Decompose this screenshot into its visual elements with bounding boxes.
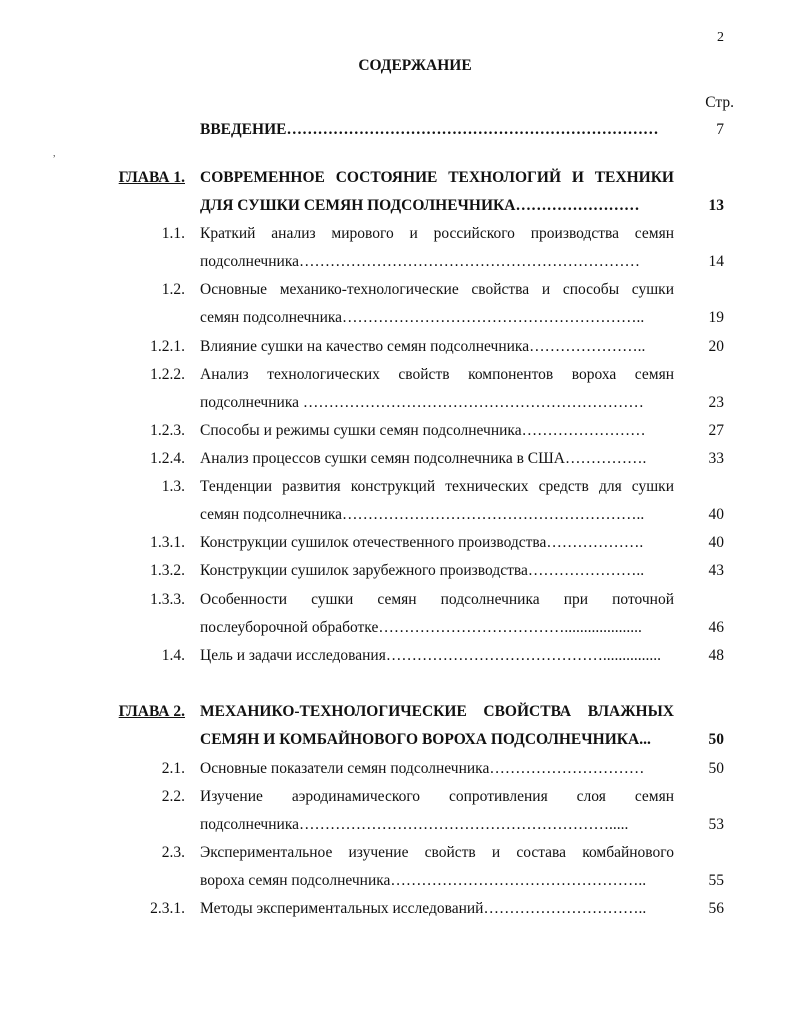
- toc-entry-text: МЕХАНИКО-ТЕХНОЛОГИЧЕСКИЕ СВОЙСТВА ВЛАЖНЫХ: [200, 703, 674, 720]
- toc-entry-page: 55: [708, 872, 724, 889]
- toc-entry-number: 1.2.1.: [150, 338, 185, 355]
- toc-entry: [0, 197, 795, 225]
- toc-entry-text: ДЛЯ СУШКИ СЕМЯН ПОДСОЛНЕЧНИКА……………………: [200, 197, 640, 214]
- toc-entry-number: ГЛАВА 1.: [118, 169, 185, 186]
- toc-entry-page: 23: [708, 394, 724, 411]
- toc-entry-text: подсолнечника …………………………………………………………: [200, 394, 644, 411]
- toc-entry-page: 53: [708, 816, 724, 833]
- toc-entry-page: 40: [708, 534, 724, 551]
- toc-entry-page: 43: [708, 562, 724, 579]
- toc-entry: [0, 591, 795, 619]
- toc-entry-text: Анализ процессов сушки семян подсолнечника в США…………….: [200, 450, 647, 467]
- toc-entry-number: 1.3.1.: [150, 534, 185, 551]
- toc-entry-page: 50: [708, 760, 724, 777]
- toc-entry-page: 40: [708, 506, 724, 523]
- toc-entry-text: Конструкции сушилок зарубежного производства…………………..: [200, 562, 645, 579]
- toc-entry: [0, 534, 795, 562]
- toc-entry: [0, 844, 795, 872]
- toc-entry-number: 1.3.: [161, 478, 185, 495]
- toc-entry: [0, 872, 795, 900]
- toc-entry-text: подсолнечника…………………………………………………………: [200, 253, 640, 270]
- toc-entry: [0, 619, 795, 647]
- toc-entry-text: Тенденции развития конструкций технических средств для сушки: [200, 478, 674, 495]
- toc-entry-page: 46: [708, 619, 724, 636]
- toc-entry-number: 2.3.: [161, 844, 185, 861]
- toc-entry-page: 14: [708, 253, 724, 270]
- page-title: СОДЕРЖАНИЕ: [358, 57, 472, 74]
- toc-entry-text: СОВРЕМЕННОЕ СОСТОЯНИЕ ТЕХНОЛОГИЙ И ТЕХНИКИ: [200, 169, 674, 186]
- toc-entry: [0, 760, 795, 788]
- toc-entry-text: Основные показатели семян подсолнечника…………………………: [200, 760, 645, 777]
- toc-entry: [0, 253, 795, 281]
- toc-entry-number: 1.2.4.: [150, 450, 185, 467]
- pages-column-header: Стр.: [705, 94, 734, 111]
- toc-entry-number: 1.2.: [161, 281, 185, 298]
- toc-entry-text: семян подсолнечника…………………………………………………..: [200, 506, 645, 523]
- toc-entry-number: 1.4.: [161, 647, 185, 664]
- stray-mark: ,: [53, 148, 56, 159]
- toc-entry: [0, 450, 795, 478]
- toc-entry-text: Краткий анализ мирового и российского производства семян: [200, 225, 674, 242]
- toc-entry-number: 1.2.3.: [150, 422, 185, 439]
- toc-entry-page: 19: [708, 309, 724, 326]
- toc-entry-text: Конструкции сушилок отечественного производства……………….: [200, 534, 644, 551]
- toc-entry: [0, 422, 795, 450]
- toc-entry-number: ГЛАВА 2.: [118, 703, 185, 720]
- toc-entry: [0, 478, 795, 506]
- toc-entry-text: ВВЕДЕНИЕ………………………………………………………………: [200, 121, 659, 138]
- toc-entry-text: СЕМЯН И КОМБАЙНОВОГО ВОРОХА ПОДСОЛНЕЧНИКА...: [200, 731, 651, 748]
- toc-entry: [0, 309, 795, 337]
- toc-entry: [0, 225, 795, 253]
- toc-entry-text: семян подсолнечника…………………………………………………..: [200, 309, 645, 326]
- toc-entry-text: вороха семян подсолнечника…………………………………………..: [200, 872, 647, 889]
- toc-entry-page: 20: [708, 338, 724, 355]
- toc-entry-number: 1.2.2.: [150, 366, 185, 383]
- toc-entry: [0, 506, 795, 534]
- toc-entry: [0, 647, 795, 675]
- toc-entry-text: Анализ технологических свойств компонентов вороха семян: [200, 366, 674, 383]
- toc-entry-text: Влияние сушки на качество семян подсолнечника…………………..: [200, 338, 646, 355]
- toc-entry: [0, 788, 795, 816]
- toc-entry-number: 1.1.: [161, 225, 185, 242]
- toc-entry-page: 48: [708, 647, 724, 664]
- toc-entry-number: 2.3.1.: [150, 900, 185, 917]
- toc-entry-text: Способы и режимы сушки семян подсолнечника……………………: [200, 422, 646, 439]
- toc-entry: [0, 121, 795, 149]
- toc-entry-page: 13: [708, 197, 724, 214]
- toc-entry-text: Методы экспериментальных исследований…………………………..: [200, 900, 647, 917]
- toc-entry-text: подсолнечника…………………………………………………….....: [200, 816, 629, 833]
- toc-entry-page: 33: [708, 450, 724, 467]
- toc-entry: [0, 169, 795, 197]
- toc-entry-text: Особенности сушки семян подсолнечника при поточной: [200, 591, 674, 608]
- toc-entry-text: Цель и задачи исследования……………………………………...............: [200, 647, 661, 664]
- toc-entry-page: 27: [708, 422, 724, 439]
- toc-entry: [0, 562, 795, 590]
- toc-entry: [0, 731, 795, 759]
- toc-entry: [0, 703, 795, 731]
- toc-entry-number: 2.1.: [161, 760, 185, 777]
- toc-entry: [0, 816, 795, 844]
- page-number: 2: [717, 30, 724, 45]
- toc-entry-number: 1.3.2.: [150, 562, 185, 579]
- toc-entry-text: послеуборочной обработке………………………………....................: [200, 619, 642, 636]
- toc-entry: [0, 366, 795, 394]
- toc-entry: [0, 394, 795, 422]
- toc-entry-text: Изучение аэродинамического сопротивления слоя семян: [200, 788, 674, 805]
- toc-entry: [0, 900, 795, 928]
- toc-entry-number: 2.2.: [161, 788, 185, 805]
- toc-entry-page: 7: [716, 121, 724, 138]
- toc-entry-page: 50: [708, 731, 724, 748]
- toc-entry-text: Экспериментальное изучение свойств и состава комбайнового: [200, 844, 674, 861]
- toc-entry-page: 56: [708, 900, 724, 917]
- toc-entry-text: Основные механико-технологические свойства и способы сушки: [200, 281, 674, 298]
- toc-entry-number: 1.3.3.: [150, 591, 185, 608]
- toc-entry: [0, 338, 795, 366]
- toc-entry: [0, 281, 795, 309]
